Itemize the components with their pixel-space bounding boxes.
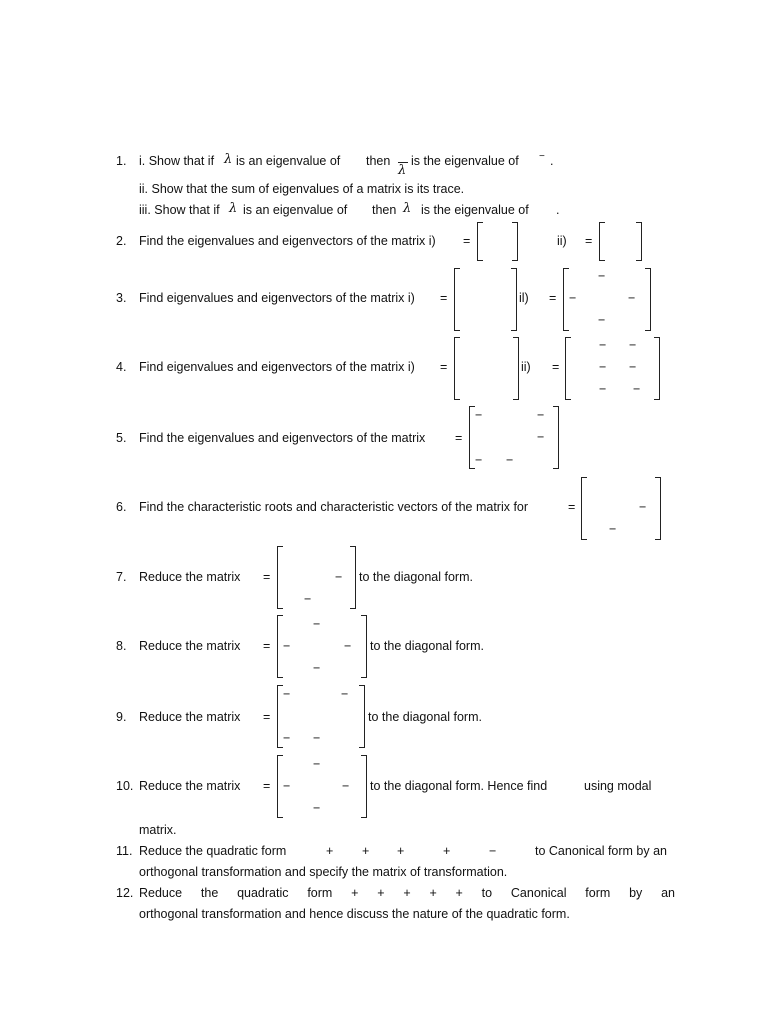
- equals-sign: =: [263, 779, 271, 793]
- equals-sign: =: [463, 234, 471, 248]
- matrix-right-bracket: [553, 406, 559, 469]
- matrix-minus: −: [569, 291, 577, 305]
- matrix-minus: −: [475, 408, 483, 422]
- matrix-right-bracket: [350, 546, 356, 609]
- operator-plus: +: [403, 886, 411, 900]
- matrix-left-bracket: [277, 546, 283, 609]
- word: by: [629, 886, 643, 900]
- lambda-symbol: λ: [224, 152, 233, 167]
- question-number: 1.: [116, 154, 127, 168]
- question-text: Reduce the matrix: [139, 570, 241, 584]
- matrix-minus: −: [313, 661, 321, 675]
- q1-part-iii-text: is the eigenvalue of: [421, 203, 529, 217]
- matrix-right-bracket: [513, 337, 519, 400]
- matrix-minus: −: [506, 453, 514, 467]
- question-text: Reduce the matrix: [139, 639, 241, 653]
- question-text: Find the eigenvalues and eigenvectors of the matrix i): [139, 234, 436, 248]
- word: Reduce: [139, 886, 183, 900]
- equals-sign: =: [549, 291, 557, 305]
- matrix-right-bracket: [636, 222, 642, 261]
- matrix-left-bracket: [454, 337, 460, 400]
- matrix-minus: −: [283, 687, 291, 701]
- q1-part-ii-text: ii. Show that the sum of eigenvalues of a matrix is its trace.: [139, 182, 465, 196]
- operator-minus: −: [489, 844, 497, 858]
- question-number: 10.: [116, 779, 134, 793]
- matrix-minus: −: [598, 313, 606, 327]
- matrix-right-bracket: [512, 222, 518, 261]
- matrix-left-bracket: [581, 477, 587, 540]
- question-number: 12.: [116, 886, 134, 900]
- lambda-symbol: λ: [403, 201, 412, 216]
- question-continuation: matrix.: [139, 823, 177, 837]
- question-tail: to Canonical form by an: [535, 844, 668, 858]
- word: to: [481, 886, 493, 900]
- superscript-bar: −: [539, 151, 545, 162]
- matrix-minus: −: [609, 522, 617, 536]
- equals-sign: =: [263, 570, 271, 584]
- operator-plus: +: [429, 886, 437, 900]
- q1-part-iii-then: then: [372, 203, 397, 217]
- question-continuation: orthogonal transformation and specify the matrix of transformation.: [139, 865, 508, 879]
- question-number: 2.: [116, 234, 127, 248]
- question-text: Find the eigenvalues and eigenvectors of the matrix: [139, 431, 426, 445]
- period: .: [556, 203, 560, 217]
- matrix-right-bracket: [654, 337, 660, 400]
- word: an: [661, 886, 675, 900]
- matrix-minus: −: [335, 570, 343, 584]
- matrix-minus: −: [599, 338, 607, 352]
- matrix-left-bracket: [454, 268, 460, 331]
- question-number: 9.: [116, 710, 127, 724]
- matrix-minus: −: [342, 779, 350, 793]
- equals-sign: =: [568, 500, 576, 514]
- question-text: Find the characteristic roots and characteristic vectors of the matrix for: [139, 500, 529, 514]
- equals-sign: =: [263, 639, 271, 653]
- matrix-right-bracket: [645, 268, 651, 331]
- matrix-right-bracket: [361, 615, 367, 678]
- question-tail: to the diagonal form. Hence find: [370, 779, 548, 793]
- question-tail: using modal: [584, 779, 652, 793]
- matrix-minus: −: [313, 757, 321, 771]
- operator-plus: +: [362, 844, 370, 858]
- question-number: 3.: [116, 291, 127, 305]
- matrix-minus: −: [341, 687, 349, 701]
- equals-sign: =: [552, 360, 560, 374]
- question-text: Reduce the matrix: [139, 710, 241, 724]
- question-number: 6.: [116, 500, 127, 514]
- matrix-minus: −: [639, 500, 647, 514]
- question-text: Reduce the quadratic form: [139, 844, 287, 858]
- operator-plus: +: [397, 844, 405, 858]
- question-number: 8.: [116, 639, 127, 653]
- matrix-right-bracket: [655, 477, 661, 540]
- part-label: il): [519, 291, 529, 305]
- equals-sign: =: [263, 710, 271, 724]
- question-number: 7.: [116, 570, 127, 584]
- lambda-symbol: λ: [229, 201, 238, 216]
- operator-plus: +: [455, 886, 463, 900]
- lambda-denominator: λ: [398, 163, 407, 178]
- matrix-minus: −: [283, 779, 291, 793]
- matrix-minus: −: [537, 408, 545, 422]
- question-tail: to the diagonal form.: [368, 710, 482, 724]
- matrix-left-bracket: [599, 222, 605, 261]
- matrix-minus: −: [629, 360, 637, 374]
- question-number: 4.: [116, 360, 127, 374]
- part-label: ii): [521, 360, 531, 374]
- question-text: Find eigenvalues and eigenvectors of the matrix i): [139, 291, 415, 305]
- equals-sign: =: [440, 291, 448, 305]
- question-number: 5.: [116, 431, 127, 445]
- period: .: [550, 154, 554, 168]
- equals-sign: =: [440, 360, 448, 374]
- matrix-minus: −: [313, 617, 321, 631]
- question-number: 11.: [116, 844, 133, 858]
- matrix-minus: −: [537, 430, 545, 444]
- matrix-minus: −: [628, 291, 636, 305]
- matrix-minus: −: [598, 269, 606, 283]
- q1-part-i-text: is the eigenvalue of: [411, 154, 519, 168]
- matrix-minus: −: [283, 639, 291, 653]
- word: Canonical: [510, 886, 567, 900]
- part-label: ii): [557, 234, 567, 248]
- matrix-right-bracket: [511, 268, 517, 331]
- equals-sign: =: [585, 234, 593, 248]
- matrix-right-bracket: [359, 685, 365, 748]
- operator-plus: +: [443, 844, 451, 858]
- question-tail: to the diagonal form.: [359, 570, 473, 584]
- q1-part-i-then: then: [366, 154, 391, 168]
- matrix-minus: −: [475, 453, 483, 467]
- matrix-minus: −: [633, 382, 641, 396]
- matrix-minus: −: [599, 360, 607, 374]
- operator-plus: +: [351, 886, 359, 900]
- question-text-justified: [139, 886, 675, 900]
- operator-plus: +: [377, 886, 385, 900]
- matrix-minus: −: [304, 592, 312, 606]
- matrix-left-bracket: [565, 337, 571, 400]
- matrix-minus: −: [313, 731, 321, 745]
- question-text: Reduce the matrix: [139, 779, 241, 793]
- operator-plus: +: [326, 844, 334, 858]
- q1-part-i-text: i. Show that if: [139, 154, 215, 168]
- matrix-minus: −: [313, 801, 321, 815]
- question-continuation: orthogonal transformation and hence discuss the nature of the quadratic form.: [139, 907, 570, 921]
- word: form: [307, 886, 333, 900]
- word: quadratic: [237, 886, 289, 900]
- matrix-left-bracket: [477, 222, 483, 261]
- word: the: [200, 886, 219, 900]
- matrix-minus: −: [344, 639, 352, 653]
- word: form: [585, 886, 611, 900]
- q1-part-i-text: is an eigenvalue of: [236, 154, 341, 168]
- matrix-right-bracket: [361, 755, 367, 818]
- q1-part-iii-text: iii. Show that if: [139, 203, 220, 217]
- matrix-minus: −: [599, 382, 607, 396]
- matrix-minus: −: [283, 731, 291, 745]
- equals-sign: =: [455, 431, 463, 445]
- q1-part-iii-text: is an eigenvalue of: [243, 203, 348, 217]
- question-tail: to the diagonal form.: [370, 639, 484, 653]
- matrix-minus: −: [629, 338, 637, 352]
- question-text: Find eigenvalues and eigenvectors of the matrix i): [139, 360, 415, 374]
